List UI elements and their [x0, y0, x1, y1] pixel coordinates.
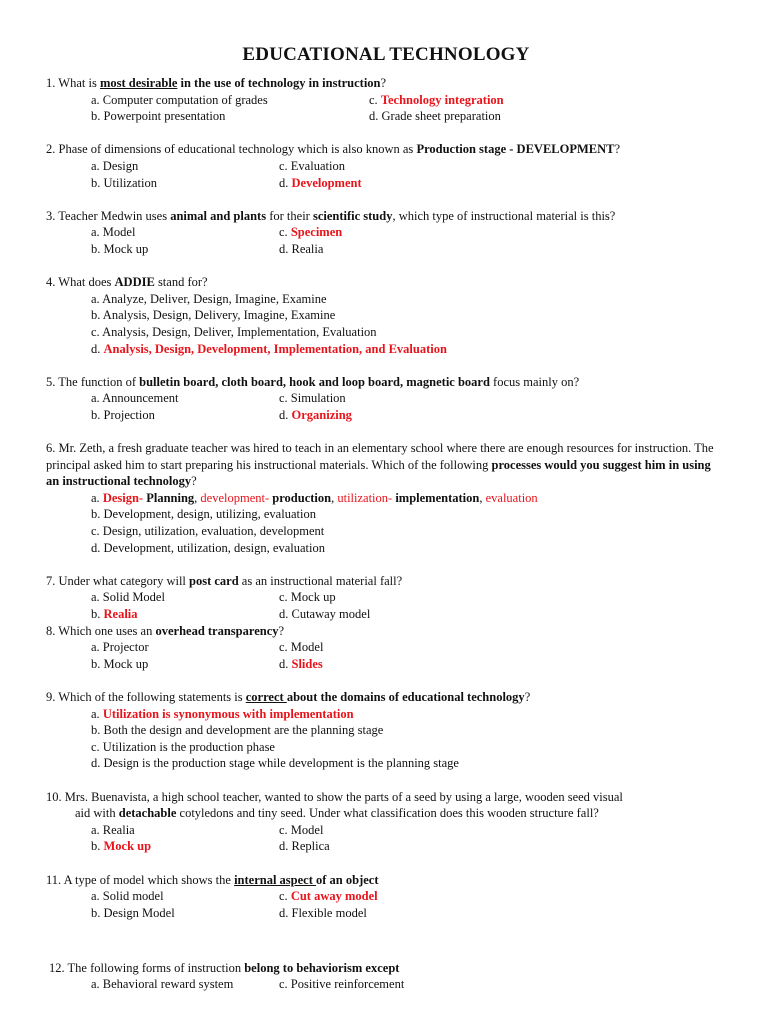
option-a: a. Behavioral reward system	[91, 977, 234, 992]
answer-text: Slides	[291, 656, 323, 671]
option-c: c. Design, utilization, evaluation, development	[91, 524, 325, 539]
option-d: d. Analysis, Design, Development, Implementation, and Evaluation	[91, 341, 447, 356]
question-5	[46, 374, 726, 424]
question-2	[46, 141, 726, 191]
question-6-options	[91, 490, 726, 556]
option-c: c. Analysis, Design, Deliver, Implementation, Evaluation	[91, 324, 377, 339]
question-11	[46, 872, 726, 922]
answer-text: Realia	[103, 607, 138, 621]
question-1-text: 1. What is most desirable in the use of technology in instruction?	[46, 76, 387, 90]
document-page	[46, 44, 726, 993]
question-6-text: 6. Mr. Zeth, a fresh graduate teacher was hired to teach in an elementary school where there are enough resources for instruction. The principal asked him to start preparing his instructional materials. Which of the following processes would you suggest him in using an instructional technology?	[46, 441, 714, 489]
question-12-text: 12. The following forms of instruction belong to behaviorism except	[49, 960, 400, 975]
option-a: a. Solid model	[91, 889, 164, 904]
option-c: c. Model	[279, 822, 324, 837]
option-c: c. Cut away model	[279, 889, 378, 904]
option-c: c. Evaluation	[279, 158, 345, 173]
option-b: b. Projection	[91, 407, 155, 422]
answer-text: Analysis, Design, Development, Implementation, and Evaluation	[103, 341, 447, 356]
question-2-options	[91, 158, 726, 191]
option-a: a. Analyze, Deliver, Design, Imagine, Examine	[91, 291, 327, 306]
question-3-text: 3. Teacher Medwin uses animal and plants for their scientific study, which type of instructional material is this?	[46, 208, 616, 223]
question-4-options	[91, 291, 726, 357]
question-12	[46, 960, 726, 993]
option-a: a. Solid Model	[91, 590, 165, 605]
option-a: a. Projector	[91, 640, 149, 655]
option-c: c. Utilization is the production phase	[91, 739, 275, 754]
option-d: d. Development, utilization, design, evaluation	[91, 540, 325, 555]
question-8-text: 8. Which one uses an overhead transparency?	[46, 623, 285, 638]
option-d: d. Development	[279, 175, 362, 190]
question-8	[46, 623, 726, 673]
question-4-text: 4. What does ADDIE stand for?	[46, 275, 208, 290]
option-d: d. Slides	[279, 656, 323, 671]
option-b: b. Utilization	[91, 175, 157, 190]
question-2-text: 2. Phase of dimensions of educational technology which is also known as Production stage - DEVELOPMENT?	[46, 142, 621, 157]
option-b: b. Mock up	[91, 241, 149, 256]
option-c: c. Specimen	[279, 225, 343, 240]
option-a: a. Design	[91, 158, 139, 173]
document-title: EDUCATIONAL TECHNOLOGY	[242, 44, 530, 65]
answer-text: Specimen	[290, 225, 343, 240]
option-c: c. Technology integration	[369, 92, 504, 107]
question-7-options	[91, 589, 726, 622]
option-c: c. Simulation	[279, 391, 346, 406]
option-d: d. Design is the production stage while development is the planning stage	[91, 756, 459, 771]
question-7-text: 7. Under what category will post card as an instructional material fall?	[46, 573, 403, 588]
question-12-options	[91, 976, 726, 993]
option-d: d. Organizing	[279, 407, 352, 422]
option-a: a. Design- Planning, development- production, utilization- implementation, evaluation	[91, 490, 538, 505]
option-b: b. Both the design and development are the planning stage	[91, 723, 384, 738]
question-11-options	[91, 888, 726, 921]
option-d: d. Replica	[279, 839, 330, 854]
option-a: a. Utilization is synonymous with implementation	[91, 706, 354, 721]
option-a: a. Announcement	[91, 391, 179, 406]
answer-text: Utilization is synonymous with implementation	[102, 706, 354, 721]
question-3-options	[91, 224, 726, 257]
question-10	[46, 789, 726, 855]
option-b: b. Powerpoint presentation	[91, 109, 226, 124]
answer-text: Development	[291, 175, 362, 190]
option-d: d. Flexible model	[279, 905, 367, 920]
question-10-options	[91, 822, 726, 855]
question-5-text: 5. The function of bulletin board, cloth board, hook and loop board, magnetic board focus mainly on?	[46, 374, 580, 389]
option-b: b. Mock up	[91, 656, 149, 671]
question-3	[46, 208, 726, 258]
option-a: a. Computer computation of grades	[91, 92, 268, 107]
option-b: b. Realia	[91, 607, 138, 621]
option-b: b. Mock up	[91, 839, 152, 854]
question-1-options	[91, 92, 726, 125]
option-d: d. Realia	[279, 241, 324, 256]
question-1	[46, 75, 726, 125]
option-d: d. Cutaway model	[279, 607, 371, 621]
option-c: c. Mock up	[279, 590, 336, 605]
option-b: b. Design Model	[91, 905, 175, 920]
question-8-options	[91, 639, 726, 672]
question-7	[46, 573, 726, 623]
option-c: c. Model	[279, 640, 324, 655]
answer-text: Technology integration	[380, 92, 504, 107]
answer-text: Organizing	[291, 407, 352, 422]
option-b: b. Analysis, Design, Delivery, Imagine, Examine	[91, 308, 336, 323]
option-a: a. Model	[91, 225, 136, 240]
question-5-options	[91, 390, 726, 423]
answer-text: Cut away model	[290, 889, 378, 904]
option-a: a. Realia	[91, 822, 135, 837]
question-4	[46, 274, 726, 357]
option-d: d. Grade sheet preparation	[369, 109, 501, 124]
question-9-text: 9. Which of the following statements is correct about the domains of educational technology?	[46, 689, 531, 704]
question-10-text-cont: aid with detachable cotyledons and tiny seed. Under what classification does this wooden structure fall?	[75, 806, 599, 821]
option-c: c. Positive reinforcement	[279, 977, 405, 992]
question-10-text: 10. Mrs. Buenavista, a high school teacher, wanted to show the parts of a seed by using a large, wooden seed visual	[46, 789, 623, 804]
option-b: b. Development, design, utilizing, evaluation	[91, 507, 316, 522]
question-11-text: 11. A type of model which shows the internal aspect of an object	[46, 872, 379, 887]
question-9-options	[91, 706, 726, 772]
question-9	[46, 689, 726, 772]
question-6	[46, 440, 726, 556]
answer-text: Mock up	[103, 839, 152, 854]
